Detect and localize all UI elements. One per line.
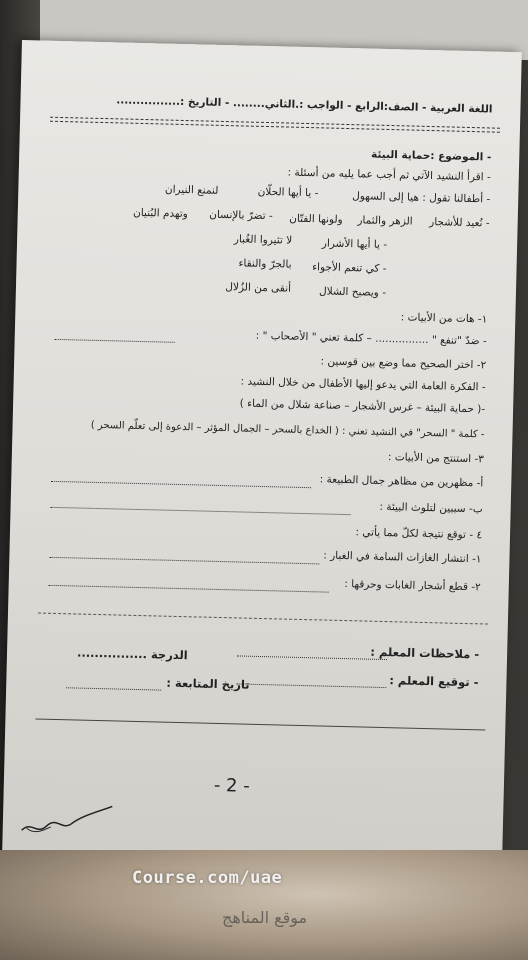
followup-date-line[interactable]: [66, 687, 161, 690]
poem-line-1c: لنمنع النيران: [164, 183, 219, 197]
poem-line-1a: - أطفالنا تقول : هيا إلى السهول: [351, 190, 491, 206]
q3-title: ٣- استنتج من الأبيات :: [387, 451, 485, 466]
q2-a-options: -( حماية البيئة – غرس الأشجار – صناعة شلال من الماء ): [239, 397, 486, 416]
poem-line-5a: - ويصبح الشلال: [318, 285, 387, 299]
section-separator: [38, 613, 488, 625]
poem-line-2c: ولونها الفتّان: [289, 212, 343, 226]
poem-line-3a: - يا أيها الأشرار: [321, 237, 388, 251]
q1-title: ١- هات من الأبيات :: [400, 311, 488, 326]
teacher-signature-label: - توقيع المعلم :: [389, 673, 479, 690]
q2-a: - الفكرة العامة التي يدعو إليها الأطفال من خلال النشيد :: [240, 375, 486, 394]
fabric-background: [0, 850, 528, 960]
poem-line-2a: - نُعيد للأشجار: [429, 216, 490, 230]
poem-line-4a: - كي تنعم الأجواء: [312, 261, 387, 275]
instruction: - اقرأ النشيد الآتي ثم أجب عما يليه من أسئلة :: [287, 166, 491, 184]
followup-date-label: تاريخ المتابعة :: [166, 675, 250, 692]
q2-title: ٢- اختر الصحيح مما وضع بين قوسين :: [320, 355, 487, 372]
q3-a: أ- مظهرين من مظاهر جمال الطبيعة :: [319, 473, 484, 490]
poem-line-2b: الزهر والثمار: [357, 214, 413, 228]
poem-line-5b: أنقى من الزُلال: [225, 281, 292, 295]
poem-line-2d: - تضرّ بالإنسان: [209, 208, 273, 223]
poem-line-4b: بالجرّ والنقاء: [238, 257, 292, 271]
q4-a: ١- انتشار الغازات السامة في الغبار :: [323, 549, 482, 566]
q1-answer-line[interactable]: [55, 339, 175, 343]
teacher-notes-label: - ملاحظات المعلم :: [370, 644, 480, 662]
signature-scribble: [16, 800, 117, 842]
q3-a-answer-line[interactable]: [51, 481, 311, 488]
page-number: - 2 -: [213, 774, 250, 797]
poem-line-3b: لا تثيروا الغُبار: [233, 233, 293, 247]
teacher-signature-line[interactable]: [236, 683, 386, 688]
q4-b-answer-line[interactable]: [49, 585, 329, 593]
footer-rule: [35, 719, 485, 731]
q1-text: - ضدّ "تنفع " ................ – كلمة تعني " الأصحاب " :: [255, 329, 487, 348]
poem-line-1b: - يا أيها الحلّان: [257, 185, 319, 200]
q2-b: - كلمة " السحر" في النشيد تعني : ( الخداع بالسحر – الجمال المؤثر – الدعوة إلى تعلّم السحر ): [90, 419, 485, 441]
header-line: اللغة العربية - الصف:الرابع - الواجب :.الثاني........ - التاريخ :................: [116, 94, 493, 116]
q4-b: ٢- قطع أشجار الغابات وحرقها :: [344, 578, 481, 594]
topic: - الموضوع :حماية البيئة: [370, 148, 492, 164]
q4-title: ٤ - توقع نتيجة لكلّ مما يأتي :: [355, 526, 483, 542]
q3-b: ب- سببين لتلوث البيئة :: [379, 500, 483, 516]
poem-line-2e: وتهدم البُنيان: [132, 206, 188, 221]
teacher-notes-line[interactable]: [237, 655, 387, 660]
watermark-site-name: موقع المناهج: [222, 908, 308, 927]
q4-a-answer-line[interactable]: [49, 557, 319, 565]
worksheet-page: [2, 40, 522, 882]
grade-label: الدرجة ................: [76, 645, 188, 663]
q3-b-answer-line[interactable]: [51, 507, 351, 515]
watermark-url: Course.com/uae: [132, 868, 283, 888]
